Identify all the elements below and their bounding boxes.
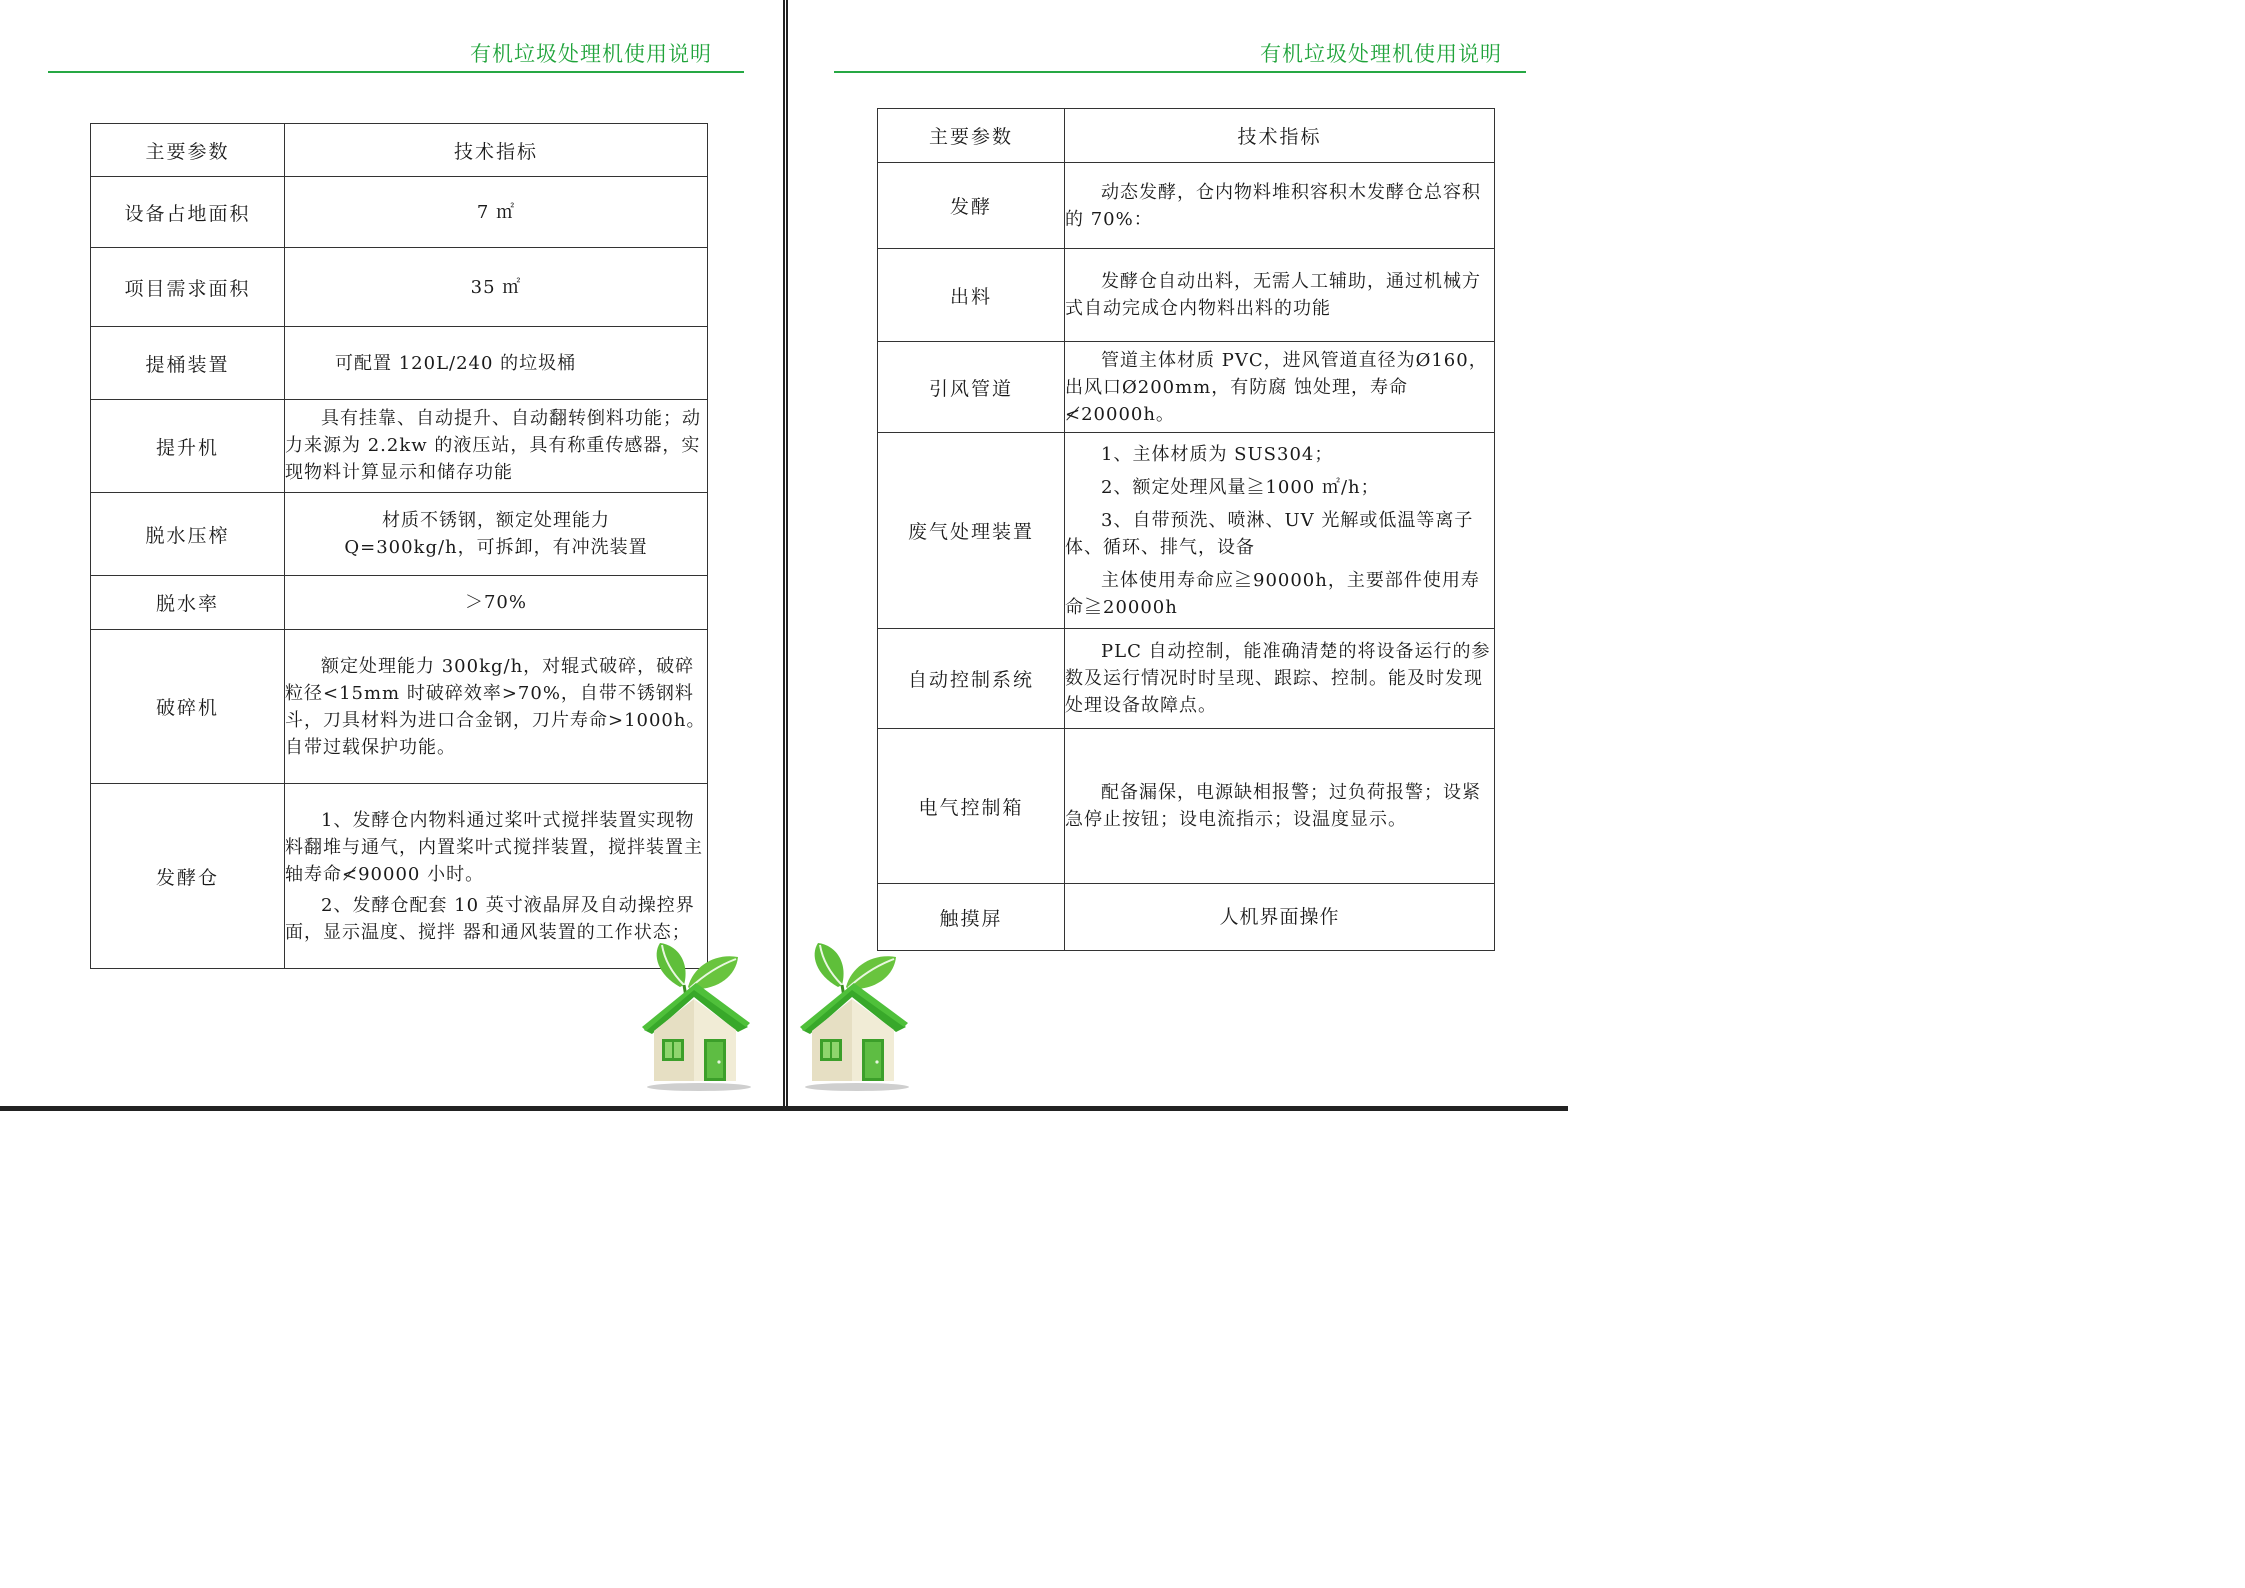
right-page <box>788 0 1568 1111</box>
page-header-title: 有机垃圾处理机使用说明 <box>1260 42 1502 66</box>
header-value: 技术指标 <box>1065 109 1495 163</box>
page-border-bottom <box>0 1106 1568 1111</box>
param-cell: 设备占地面积 <box>91 177 285 248</box>
param-cell: 触摸屏 <box>878 884 1065 951</box>
param-cell: 提桶装置 <box>91 327 285 400</box>
param-cell: 提升机 <box>91 400 285 493</box>
value-line: 1、发酵仓内物料通过桨叶式搅拌装置实现物料翻堆与通气，内置桨叶式搅拌装置，搅拌装置主轴寿命≮90000 小时。 <box>285 809 703 885</box>
table-row <box>878 884 1495 951</box>
value-line: 材质不锈钢，额定处理能力 <box>382 510 610 531</box>
table-row <box>91 248 708 327</box>
param-cell: 破碎机 <box>91 630 285 784</box>
value-cell <box>285 493 708 576</box>
value-cell <box>1065 433 1495 629</box>
value-cell: 额定处理能力 300kg/h，对辊式破碎，破碎粒径<15mm 时破碎效率>70%，自带不锈钢料斗，刀具材料为进口合金钢，刀片寿命>1000h。自带过载保护功能。 <box>285 630 708 784</box>
page-header-title: 有机垃圾处理机使用说明 <box>470 42 712 66</box>
value-cell: ＞70% <box>285 576 708 630</box>
table-row <box>878 629 1495 729</box>
table-row <box>878 342 1495 433</box>
table-row <box>91 177 708 248</box>
value-cell: 7 ㎡ <box>285 177 708 248</box>
value-line: 3、自带预洗、喷淋、UV 光解或低温等离子体、循环、排气，设备 <box>1065 509 1474 558</box>
table-row <box>878 433 1495 629</box>
right-spec-table <box>877 108 1495 951</box>
param-cell: 自动控制系统 <box>878 629 1065 729</box>
header-param: 主要参数 <box>91 124 285 177</box>
table-header-row <box>878 109 1495 163</box>
value-cell <box>285 400 708 493</box>
table-row <box>91 576 708 630</box>
table-row <box>91 630 708 784</box>
eco-house-icon <box>796 935 918 1091</box>
header-rule <box>48 71 744 73</box>
header-value: 技术指标 <box>285 124 708 177</box>
value-cell: 管道主体材质 PVC，进风管道直径为Ø160，出风口Ø200mm，有防腐 蚀处理，寿命≮20000h。 <box>1065 342 1495 433</box>
value-cell: 配备漏保，电源缺相报警；过负荷报警；设紧急停止按钮；设电流指示；设温度显示。 <box>1065 729 1495 884</box>
param-cell: 出料 <box>878 249 1065 342</box>
header-rule <box>834 71 1526 73</box>
eco-house-icon <box>638 935 760 1091</box>
param-cell: 项目需求面积 <box>91 248 285 327</box>
value-cell: 人机界面操作 <box>1065 884 1495 951</box>
param-cell: 引风管道 <box>878 342 1065 433</box>
value-line: 2、额定处理风量≧1000 ㎡/h； <box>1101 476 1380 498</box>
param-cell: 脱水率 <box>91 576 285 630</box>
value-text: 具有挂靠、自动提升、自动翻转倒料功能；动力来源为 2.2kw 的液压站，具有称重传感器，实现物料计算显示和储存功能 <box>285 408 701 483</box>
value-cell: 发酵仓自动出料，无需人工辅助，通过机械方式自动完成仓内物料出料的功能 <box>1065 249 1495 342</box>
param-cell: 脱水压榨 <box>91 493 285 576</box>
value-line: 主体使用寿命应≧90000h，主要部件使用寿命≧20000h <box>1065 569 1480 618</box>
table-row <box>91 400 708 493</box>
value-line: 2、发酵仓配套 10 英寸液晶屏及自动操控界面，显示温度、搅拌 器和通风装置的工作状态； <box>285 894 695 943</box>
table-header-row <box>91 124 708 177</box>
table-row <box>878 729 1495 884</box>
value-cell: 可配置 120L/240 的垃圾桶 <box>285 327 708 400</box>
table-row <box>91 327 708 400</box>
table-row <box>91 493 708 576</box>
value-cell: PLC 自动控制，能准确清楚的将设备运行的参数及运行情况时时呈现、跟踪、控制。能及时发现处理设备故障点。 <box>1065 629 1495 729</box>
value-cell: 35 ㎡ <box>285 248 708 327</box>
value-line: 1、主体材质为 SUS304； <box>1101 443 1334 465</box>
table-row <box>878 249 1495 342</box>
table-row <box>878 163 1495 249</box>
left-spec-table <box>90 123 708 969</box>
param-cell: 发酵 <box>878 163 1065 249</box>
value-cell: 动态发酵，仓内物料堆积容积木发酵仓总容积的 70%： <box>1065 163 1495 249</box>
left-page <box>0 0 783 1111</box>
param-cell: 发酵仓 <box>91 784 285 969</box>
table-row <box>91 784 708 969</box>
header-param: 主要参数 <box>878 109 1065 163</box>
value-line: Q=300kg/h，可拆卸，有冲洗装置 <box>344 537 648 558</box>
param-cell: 电气控制箱 <box>878 729 1065 884</box>
param-cell: 废气处理装置 <box>878 433 1065 629</box>
